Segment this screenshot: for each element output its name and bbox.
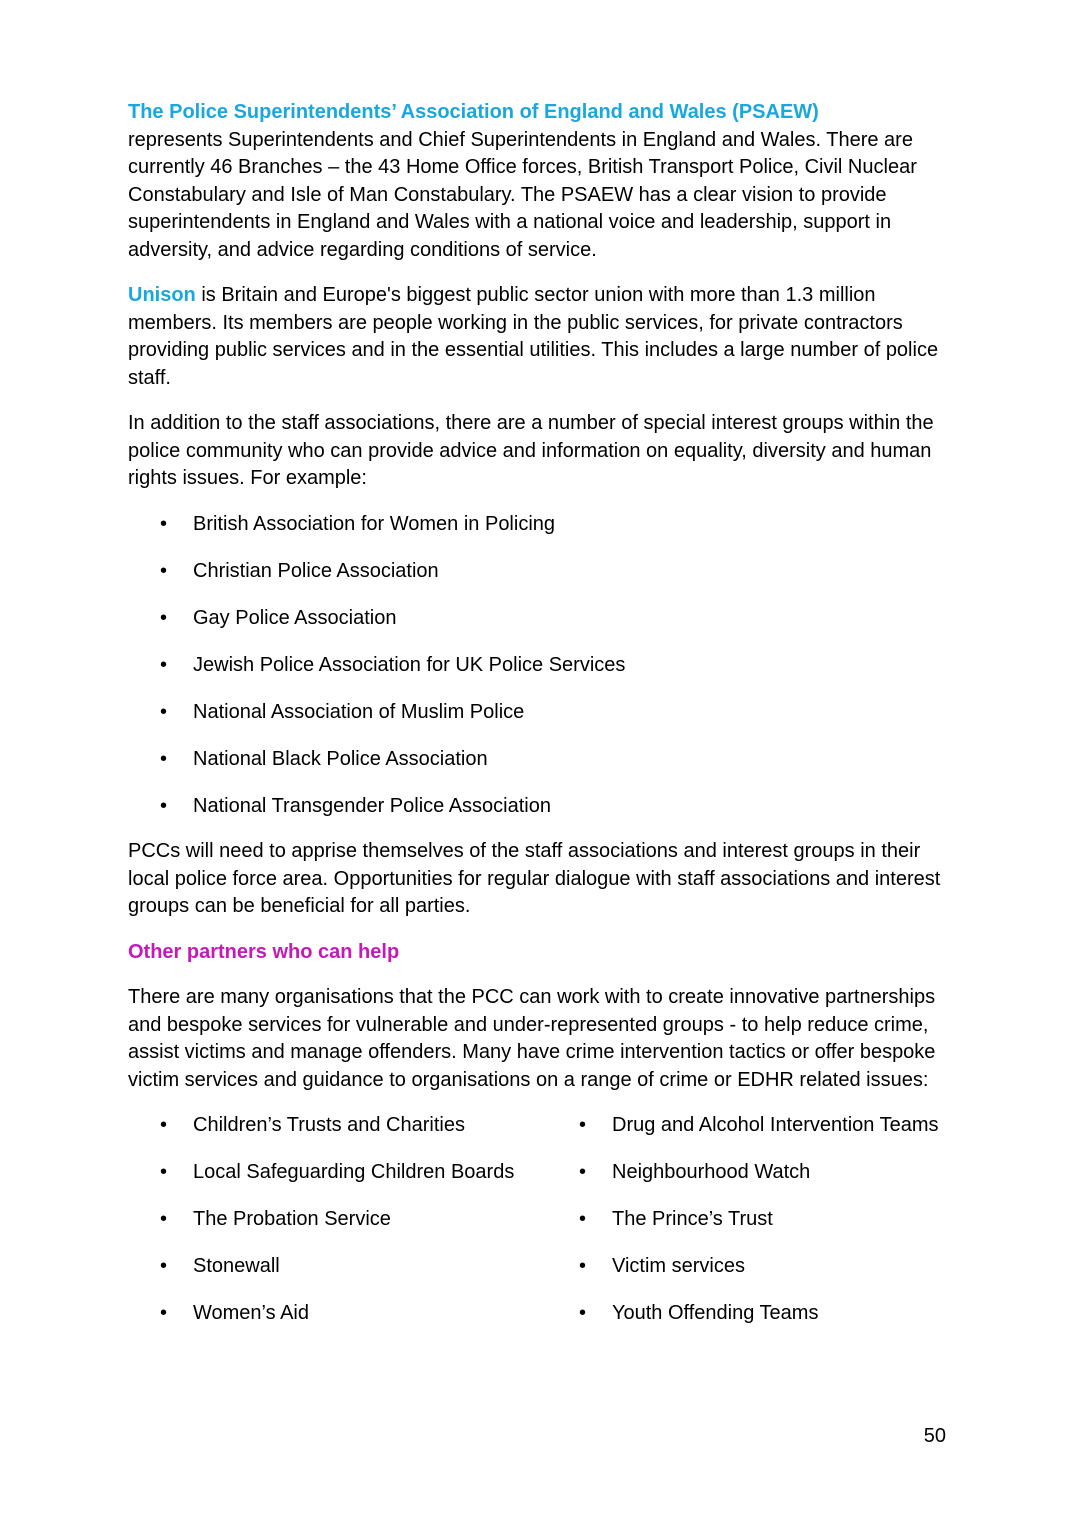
list-item-text: National Association of Muslim Police	[193, 700, 525, 723]
bullet-icon: •	[160, 606, 168, 629]
list-item-text: Women’s Aid	[193, 1302, 309, 1324]
page-number: 50	[923, 1425, 946, 1447]
bullet-icon: •	[160, 1161, 168, 1183]
bullet-icon: •	[579, 1208, 587, 1230]
bullet-icon: •	[160, 747, 168, 770]
psaew-paragraph	[128, 99, 958, 264]
list-item	[547, 1159, 958, 1187]
list-item	[128, 1253, 547, 1281]
bullet-icon: •	[579, 1255, 587, 1277]
list-item-text: Youth Offending Teams	[612, 1302, 819, 1324]
list-item-text: Jewish Police Association for UK Police Services	[193, 653, 626, 676]
list-item	[128, 605, 958, 633]
bullet-icon: •	[579, 1114, 587, 1136]
list-item-text: Victim services	[612, 1255, 745, 1277]
bullet-icon: •	[160, 1302, 168, 1324]
bullet-icon: •	[579, 1161, 587, 1183]
psaew-body: represents Superintendents and Chief Superintendents in England and Wales. There are currently 46 Branches – the 43 Home Office forces, British Transport Police, Civil Nuclear Constabulary and Isle of Man Constabulary. The PSAEW has a clear vision to provide superintendents in England and Wales with a national voice and leadership, support in adversity, and advice regarding conditions of service.	[128, 128, 917, 261]
interest-groups-closing: PCCs will need to apprise themselves of the staff associations and interest groups in their local police force area. Opportunities for regular dialogue with staff associations and interest groups can be beneficial for all parties.	[128, 840, 941, 917]
unison-paragraph	[128, 282, 958, 392]
list-item	[128, 746, 958, 774]
bullet-icon: •	[160, 794, 168, 817]
list-item-text: Neighbourhood Watch	[612, 1161, 811, 1183]
bullet-icon: •	[160, 512, 168, 535]
list-item	[128, 1159, 547, 1187]
list-item	[547, 1112, 958, 1140]
list-item	[128, 793, 958, 821]
list-item	[128, 1112, 547, 1140]
list-item-text: The Prince’s Trust	[612, 1208, 773, 1230]
list-item	[547, 1300, 958, 1328]
bullet-icon: •	[160, 1114, 168, 1136]
bullet-icon: •	[160, 1208, 168, 1230]
list-item-text: National Black Police Association	[193, 747, 488, 770]
list-item	[128, 511, 958, 539]
psaew-heading: The Police Superintendents’ Association of England and Wales (PSAEW)	[128, 101, 819, 123]
list-item	[128, 699, 958, 727]
list-item-text: Stonewall	[193, 1255, 280, 1277]
list-item-text: Christian Police Association	[193, 559, 439, 582]
unison-body: is Britain and Europe's biggest public sector union with more than 1.3 million members. Its members are people working in the public services, for private contractors providing public services and in the essential utilities. This includes a large number of police staff.	[128, 284, 939, 389]
list-item	[128, 652, 958, 680]
list-item-text: National Transgender Police Association	[193, 794, 551, 817]
list-item-text: Local Safeguarding Children Boards	[193, 1161, 515, 1183]
interest-groups-intro: In addition to the staff associations, there are a number of special interest groups within the police community who can provide advice and information on equality, diversity and human rights issues. For example:	[128, 412, 934, 489]
list-item-text: Children’s Trusts and Charities	[193, 1114, 465, 1136]
bullet-icon: •	[160, 653, 168, 676]
list-item	[547, 1253, 958, 1281]
list-item-text: The Probation Service	[193, 1208, 391, 1230]
list-item	[128, 558, 958, 586]
document-body	[128, 99, 958, 1328]
bullet-icon: •	[160, 559, 168, 582]
bullet-icon: •	[160, 1255, 168, 1277]
other-partners-intro: There are many organisations that the PCC can work with to create innovative partnerships and bespoke services for vulnerable and under-represented groups - to help reduce crime, assist victims and manage offenders. Many have crime intervention tactics or offer bespoke victim services and guidance to organisations on a range of crime or EDHR related issues:	[128, 986, 936, 1091]
list-item-text: Gay Police Association	[193, 606, 397, 629]
list-item	[128, 1206, 547, 1234]
bullet-icon: •	[579, 1302, 587, 1324]
section-heading-other-partners: Other partners who can help	[128, 940, 400, 963]
list-item-text: British Association for Women in Policing	[193, 512, 556, 535]
list-item-text: Drug and Alcohol Intervention Teams	[612, 1114, 939, 1136]
list-item	[128, 1300, 547, 1328]
partners-list	[128, 1112, 958, 1328]
unison-name: Unison	[128, 284, 196, 306]
list-item	[547, 1206, 958, 1234]
interest-groups-list	[128, 511, 958, 821]
bullet-icon: •	[160, 700, 168, 723]
